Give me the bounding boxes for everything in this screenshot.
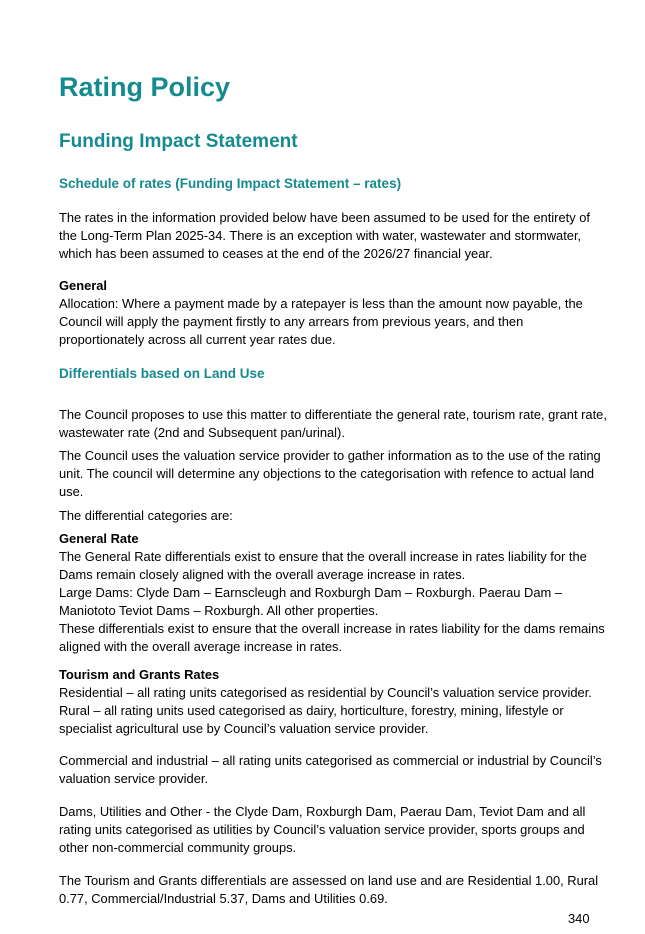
section-title: Funding Impact Statement xyxy=(59,131,298,152)
general-rate-line-1: The General Rate differentials exist to ensure that the overall increase in rates liability for the Dams remain closely aligned with the overall average increase in rates. xyxy=(59,549,587,582)
general-rate-heading: General Rate xyxy=(59,531,139,546)
general-rate-line-3: These differentials exist to ensure that the overall increase in rates liability for the dams remains aligned with the overall average increase in rates. xyxy=(59,621,605,654)
general-rate-section xyxy=(59,530,607,656)
tourism-residential: Residential – all rating units categorised as residential by Council’s valuation service provider. xyxy=(59,685,592,700)
differentials-heading: Differentials based on Land Use xyxy=(59,366,265,381)
general-heading: General xyxy=(59,278,108,293)
tourism-commercial: Commercial and industrial – all rating units categorised as commercial or industrial by Council’s valuation service provider. xyxy=(59,753,602,786)
general-section xyxy=(59,277,607,349)
general-text: Allocation: Where a payment made by a ratepayer is less than the amount now payable, the Council will apply the payment firstly to any arrears from previous years, and then proportionately across all current year rates due. xyxy=(59,296,583,347)
schedule-heading: Schedule of rates (Funding Impact Statement – rates) xyxy=(59,176,402,191)
differentials-paragraph-3: The differential categories are: xyxy=(59,508,233,523)
tourism-rural: Rural – all rating units used categorised as dairy, horticulture, forestry, mining, lifestyle or specialist agricultural use by Council’s valuation service provider. xyxy=(59,703,564,736)
page-title: Rating Policy xyxy=(59,72,231,102)
tourism-heading: Tourism and Grants Rates xyxy=(59,667,220,682)
intro-paragraph: The rates in the information provided below have been assumed to be used for the entirety of the Long-Term Plan 2025-34. There is an exception with water, wastewater and stormwater, which has been assumed to ceases at the end of the 2026/27 financial year. xyxy=(59,210,590,261)
tourism-grants-section xyxy=(59,666,607,738)
tourism-summary: The Tourism and Grants differentials are assessed on land use and are Residential 1.00, Rural 0.77, Commercial/Industrial 5.37, Dams and Utilities 0.69. xyxy=(59,873,599,906)
tourism-dams: Dams, Utilities and Other - the Clyde Dam, Roxburgh Dam, Paerau Dam, Teviot Dam and all rating units categorised as utilities by Council’s valuation service provider, sports groups and other non-commercial community groups. xyxy=(59,804,586,855)
page-number: 340 xyxy=(568,911,590,926)
differentials-paragraph-2: The Council uses the valuation service provider to gather information as to the use of the rating unit. The council will determine any objections to the categorisation with refence to actual land use. xyxy=(59,448,601,499)
general-rate-line-2: Large Dams: Clyde Dam – Earnscleugh and Roxburgh Dam – Roxburgh. Paerau Dam – Maniototo Teviot Dams – Roxburgh. All other properties. xyxy=(59,585,562,618)
differentials-paragraph-1: The Council proposes to use this matter to differentiate the general rate, tourism rate, grant rate, wastewater rate (2nd and Subsequent pan/urinal). xyxy=(59,407,607,440)
